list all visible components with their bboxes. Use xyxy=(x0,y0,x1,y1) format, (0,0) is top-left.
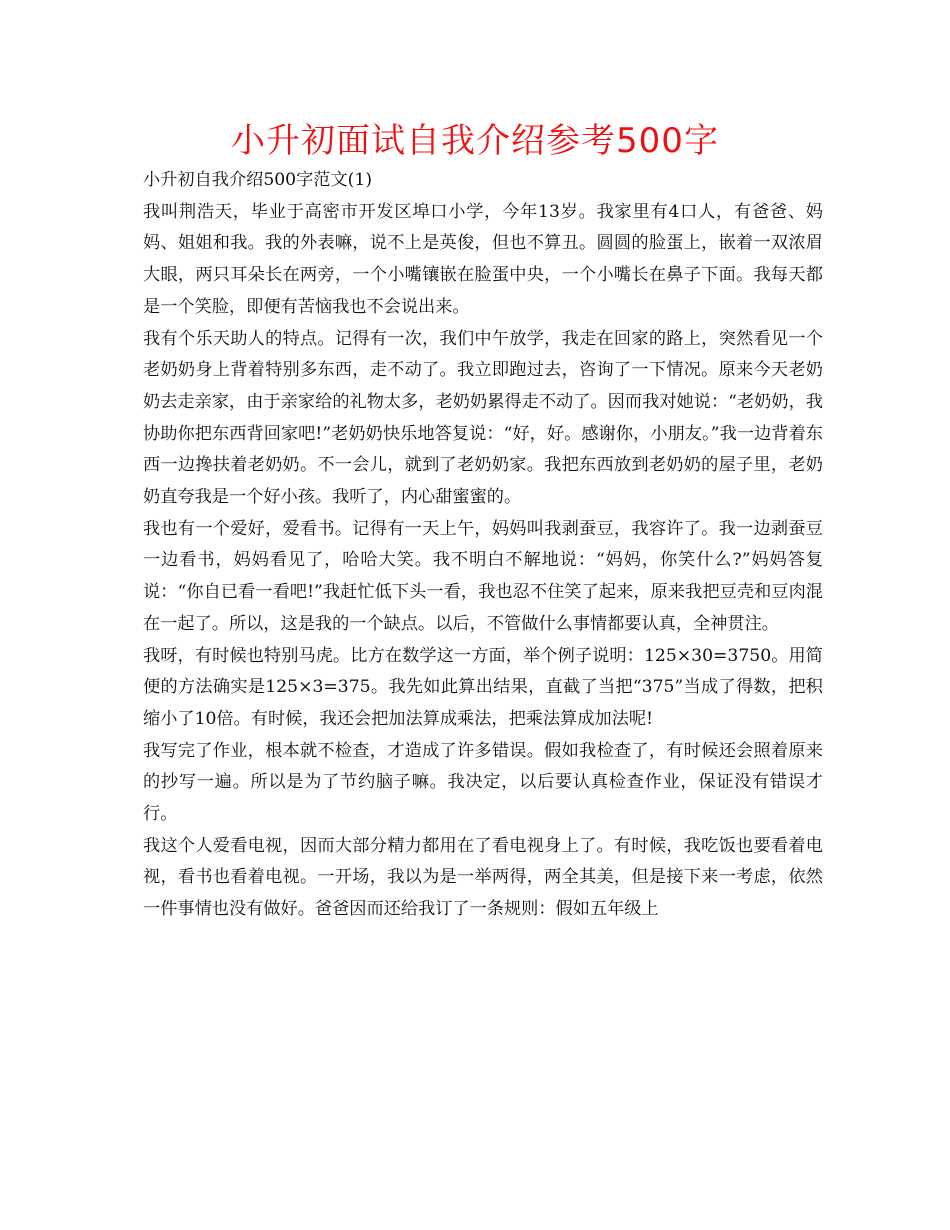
document-title: 小升初面试自我介绍参考500字 xyxy=(231,121,719,161)
paragraph-intro: 我叫荆浩天，毕业于高密市开发区埠口小学，今年13岁。我家里有4口人，有爸爸、妈妈、姐姐和我。我的外表嘛，说不上是英俊，但也不算丑。圆圆的脸蛋上，嵌着一双浓眉大眼，两只耳朵长在两旁，一个小嘴镶嵌在脸蛋中央，一个小嘴长在鼻子下面。我每天都是一个笑脸，即便有苦恼我也不会说出来。 xyxy=(143,201,823,317)
paragraph-homework: 我写完了作业，根本就不检查，才造成了许多错误。假如我检查了，有时候还会照着原来的抄写一遍。所以是为了节约脑子嘛。我决定，以后要认真检查作业，保证没有错误才行。 xyxy=(143,740,823,825)
paragraph-television: 我这个人爱看电视，因而大部分精力都用在了看电视身上了。有时候，我吃饭也要看着电视，看书也看着电视。一开场，我以为是一举两得，两全其美，但是接下来一考虑，依然一件事情也没有做好。爸爸因而还给我订了一条规则：假如五年级上 xyxy=(143,835,823,920)
paragraph-careless: 我呀，有时候也特别马虎。比方在数学这一方面，举个例子说明：125×30=3750。用简便的方法确实是125×3=375。我先如此算出结果，直截了当把“375”当成了得数，把积缩小了10倍。有时候，我还会把加法算成乘法，把乘法算成加法呢! xyxy=(143,645,823,729)
section-subtitle: 小升初自我介绍500字范文(1) xyxy=(143,170,373,190)
document-body xyxy=(143,165,823,926)
paragraph-hobby: 我也有一个爱好，爱看书。记得有一天上午，妈妈叫我剥蚕豆，我容许了。我一边剥蚕豆一边看书，妈妈看见了，哈哈大笑。我不明白不解地说：“妈妈，你笑什么?”妈妈答复说：“你自已看一看吧!”我赶忙低下头一看，我也忍不住笑了起来，原来我把豆壳和豆肉混在一起了。所以，这是我的一个缺点。以后，不管做什么事情都要认真，全神贯注。 xyxy=(143,518,823,634)
paragraph-helping: 我有个乐天助人的特点。记得有一次，我们中午放学，我走在回家的路上，突然看见一个老奶奶身上背着特别多东西，走不动了。我立即跑过去，咨询了一下情况。原来今天老奶奶去走亲家，由于亲家给的礼物太多，老奶奶累得走不动了。因而我对她说：“老奶奶，我协助你把东西背回家吧!”老奶奶快乐地答复说：“好，好。感谢你，小朋友。”我一边背着东西一边搀扶着老奶奶。不一会儿，就到了老奶奶家。我把东西放到老奶奶的屋子里，老奶奶直夸我是一个好小孩。我听了，内心甜蜜蜜的。 xyxy=(143,328,823,508)
